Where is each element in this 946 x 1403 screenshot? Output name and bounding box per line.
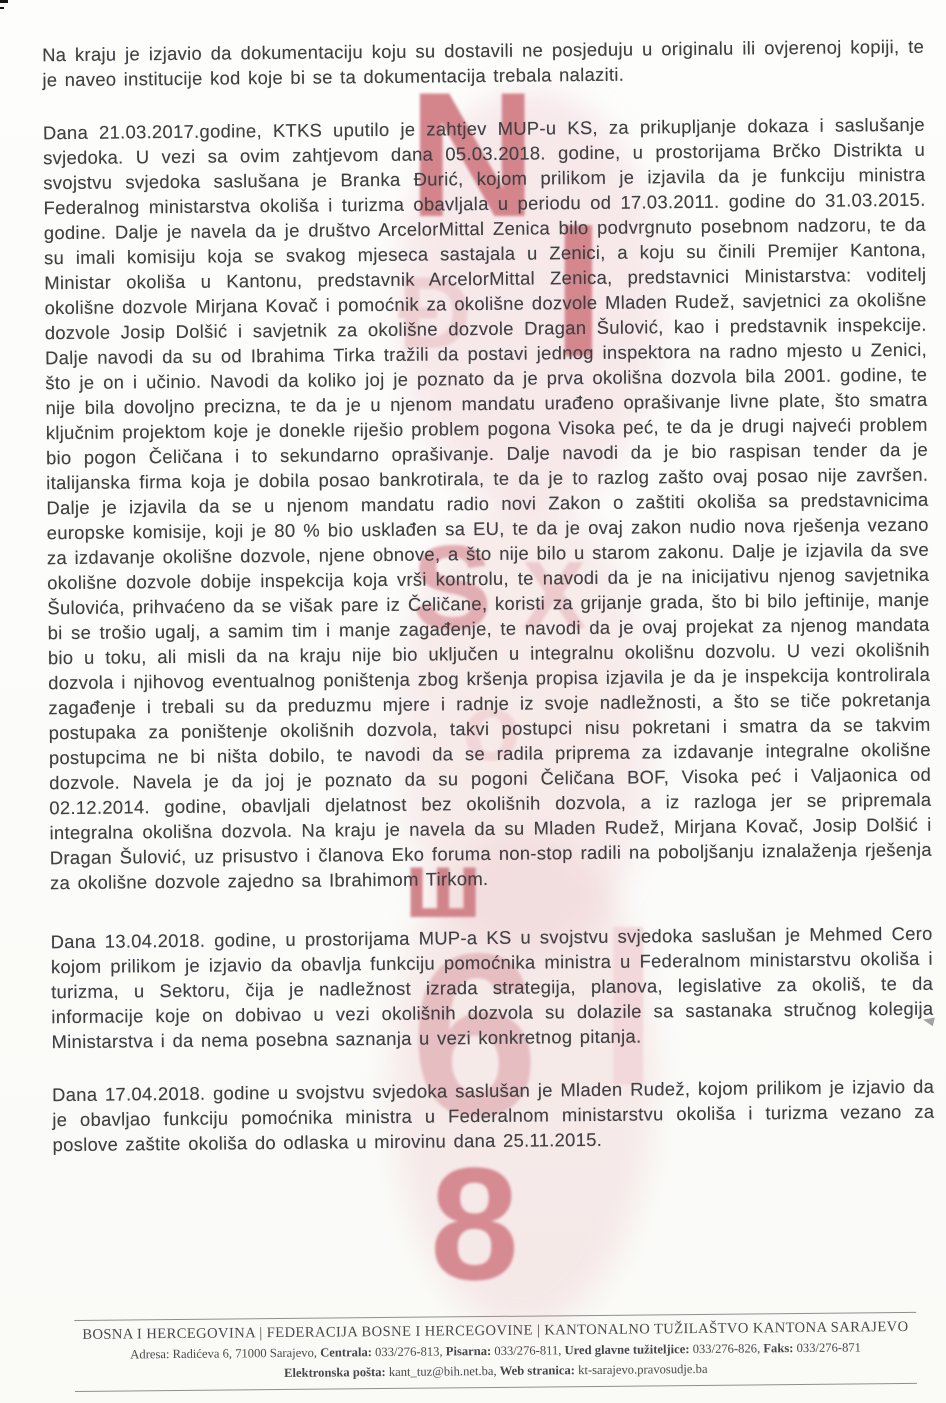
watermark-letter: 6 (410, 906, 540, 1165)
paragraph-closing-statement: Na kraju je izjavio da dokumentaciju koju su dostavili ne posjeduju u originalu ili ovjerenoj kopiji, te je naveo institucije kod koje bi se ta dokumentacija trebala nalaziti. (42, 35, 925, 91)
watermark-letter: ш (404, 832, 483, 937)
paragraph-witness-mehmed-cero: Dana 13.04.2018. godine, u prostorijama MUP-a KS u svojstvu svjedoka saslušan je Mehmed Cero kojom prilikom je izjavio da obavlja funkciju pomoćnika ministra u Federalnom ministarstvu okoliša i turizma, u Sektoru, čija je nadležnost izrada strategija, planova, legislative za okoliš, te da informacije koje on dobivao u vezi okolišnih dozvola su dolazile sa sastanaka stručnog kolegija Ministarstva i da nema posebna saznanja u vezi konkretnog pitanja. (50, 922, 934, 1053)
paragraph-witness-mladen-rudez: Dana 17.04.2018. godine u svojstvu svjedoka saslušan je Mladen Rudež, kojom prilikom je izjavio da je obavljao funkciju pomoćnika ministra u Federalnom ministarstvu okoliša i turizma vezano za poslove zaštite okoliša do odlaska u mirovinu dana 25.11.2015. (52, 1075, 935, 1156)
watermark-letter: X (522, 542, 587, 649)
watermark-letter: N (408, 55, 537, 254)
watermark-letter: l (598, 889, 659, 1132)
footer-letterhead (74, 1312, 917, 1392)
watermark-letter: S (412, 521, 493, 655)
footer-email-web-line: Elektronska pošta: kant_tuz@bih.net.ba, Web stranica: kt-sarajevo.pravosudje.ba (284, 1361, 708, 1380)
watermark-letter: I (552, 185, 605, 397)
footer-bottom-rule (75, 1383, 917, 1392)
watermark-letter: 8 (430, 1134, 519, 1313)
watermark-letter: Đ (398, 256, 472, 370)
footer-contact-line: Adresa: Radićeva 6, 71000 Sarajevo, Centrala: 033/276-813, Pisarna: 033/276-811, Ured glavne tužiteljice: 033/276-826, Faks: 033/276-871 (130, 1340, 861, 1362)
scan-edge-artifact (0, 7, 4, 9)
footer-institution-line: BOSNA I HERCEGOVINA | FEDERACIJA BOSNE I HERCEGOVINE | KANTONALNO TUŽILAŠTVO KANTONA SARAJEVO (82, 1318, 909, 1343)
paragraph-witness-branka-djuric: Dana 21.03.2017.godine, KTKS uputilo je zahtjev MUP-u KS, za prikupljanje dokaza i saslušanje svjedoka. U vezi sa ovim zahtjevom dana 05.03.2018. godine, u prostorijama Brčko Distrikta u svojstvu svjedoka saslušana je Branka Đurić, kojom prilikom je izjavila da je funkciju ministra Federalnog ministarstva okoliša i turizma obavljala u periodu od 17.03.2011. godine do 31.03.2015. godine. Dalje je navela da je društvo ArcelorMittal Zenica bilo podvrgnuto posebnom nadzoru, te da su imali komisiju koja se svakog mjeseca sastajala u Zenici, a koju su činili Premijer Kantona, Ministar okoliša u Kantonu, predstavnik ArcelorMittal Zenica, predstavnici Ministarstva: voditelj okolišne dozvole Mirjana Kovač i pomoćnik za okolišne dozvole Mladen Rudež, savjetnici za okolišne dozvole Josip Dolšić i savjetnik za okolišne dozvole Dragan Šulović, kao i predstavnik inspekcije. Dalje navodi da su od Ibrahima Tirka tražili da postavi jednog inspektora na radno mjesto u Zenici, što je on i učinio. Navodi da koliko joj je poznato da je prva okolišna dozvola bila 2001. godine, te nije bila dovoljno precizna, te da je u njenom mandatu urađeno oprašivanje livne plate, što smatra ključnim projektom koje je donekle riješio problem pogona Visoka peć, te da je drugi najveći problem bio pogon Čeličana i to sekundarno oprašivanje. Dalje navodi da je bio raspisan tender da je italijanska firma koja je dobila posao bankrotirala, te da je to razlog zašto ovaj posao nije završen. Dalje je izjavila da se u njenom mandatu radio novi Zakon o zaštiti okoliša sa predstavnicima europske komisije, koji je 80 % bio usklađen sa EU, te da je ovaj zakon nudio nova rješenja vezano za izdavanje okolišne dozvole, njene obnove, a što nije bilo u starom zakonu. Dalje je izjavila da sve okolišne dozvole dobije inspekcija koja vrši kontrolu, te navodi da je na inicijativu njenog savjetnika Šulovića, prihvaćeno da se višak pare iz Čeličane, koristi za grijanje grada, što bi bilo jeftinije, manje bi se trošio ugalj, a samim tim i manje zagađenje, te navodi da je ovaj projekat za njenog mandata bio u toku, ali misli da na kraju nije bio uključen u integralnu okolišnu dozvolu. U vezi okolišnih dozvola i njihovog eventualnog poništenja zbog kršenja propisa izjavila je da je inspekcija kontrolirala zagađenje i trebali su da preduzmu mjere i radnje iz svoje nadležnosti, a što se tiče pokretanja postupaka za poništenje okolišnih dozvola, takvi postupci nisu pokretani i smatra da se takvim postupcima ne bi ništa dobilo, te navodi da se radila priprema za izdavanje integralne okolišne dozvole. Navela je da joj je poznato da su pogoni Čeličana BOF, Visoka peć i Valjaonica od 02.12.2014. godine, obavljali djelatnost bez okolišnih dozvola, a iz razloga jer se pripremala integralna okolišna dozvola. Na kraju je navela da su Mladen Rudež, Mirjana Kovač, Josip Dolšić i Dragan Šulović, uz prisustvo i članova Eko foruma non-stop radili na poboljšanju iznalaženja rješenja za okolišne dozvole zajedno sa Ibrahimom Tirkom. (42, 113, 932, 894)
watermark-letter: o (462, 674, 521, 781)
document-body (42, 34, 937, 1382)
scan-edge-artifact (0, 0, 8, 3)
